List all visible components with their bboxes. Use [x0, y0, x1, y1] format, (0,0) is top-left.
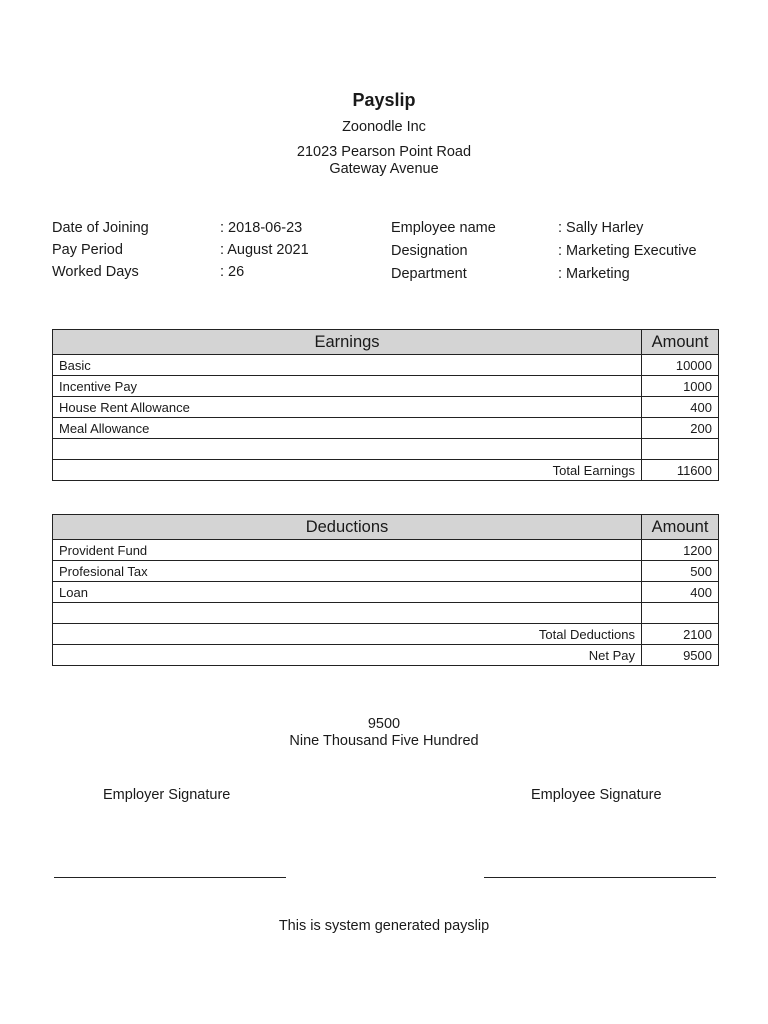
deduction-amount: 500	[642, 561, 719, 582]
deductions-table	[52, 514, 719, 666]
date-of-joining-label: Date of Joining	[52, 220, 149, 236]
net-pay-amount: 9500	[367, 716, 401, 732]
pay-period-label: Pay Period	[52, 242, 123, 258]
payslip-title: Payslip	[352, 90, 416, 110]
deduction-name: Profesional Tax	[53, 561, 642, 582]
total-deductions-row	[53, 624, 719, 645]
deduction-amount: 1200	[642, 540, 719, 561]
company-address-line2: Gateway Avenue	[329, 161, 439, 177]
deductions-header: Deductions	[53, 515, 642, 540]
pay-period-value: : August 2021	[220, 242, 309, 258]
earning-amount: 400	[642, 397, 719, 418]
table-row	[53, 397, 719, 418]
total-earnings-value: 11600	[642, 460, 719, 481]
net-pay-value: 9500	[642, 645, 719, 666]
employer-signature-label: Employer Signature	[103, 787, 231, 803]
earning-name: Basic	[53, 355, 642, 376]
employee-signature-line	[484, 877, 716, 878]
deduction-name: Provident Fund	[53, 540, 642, 561]
total-deductions-value: 2100	[642, 624, 719, 645]
net-pay-words: Nine Thousand Five Hundred	[289, 733, 479, 749]
earning-name: Meal Allowance	[53, 418, 642, 439]
earning-amount: 200	[642, 418, 719, 439]
earning-amount: 1000	[642, 376, 719, 397]
total-deductions-label: Total Deductions	[53, 624, 642, 645]
table-row	[53, 561, 719, 582]
empty-row	[53, 439, 719, 460]
earnings-table	[52, 329, 719, 481]
earnings-header: Earnings	[53, 330, 642, 355]
earnings-header-row	[53, 330, 719, 355]
table-row	[53, 418, 719, 439]
total-earnings-row	[53, 460, 719, 481]
employer-signature-line	[54, 877, 286, 878]
net-pay-row	[53, 645, 719, 666]
designation-value: : Marketing Executive	[558, 243, 697, 259]
total-earnings-label: Total Earnings	[53, 460, 642, 481]
deduction-name: Loan	[53, 582, 642, 603]
employee-signature-label: Employee Signature	[531, 787, 662, 803]
department-value: : Marketing	[558, 266, 630, 282]
worked-days-label: Worked Days	[52, 264, 139, 280]
table-row	[53, 376, 719, 397]
net-pay-label: Net Pay	[53, 645, 642, 666]
company-address-line1: 21023 Pearson Point Road	[296, 144, 472, 160]
earning-name: House Rent Allowance	[53, 397, 642, 418]
deductions-header-row	[53, 515, 719, 540]
department-label: Department	[391, 266, 467, 282]
employee-name-value: : Sally Harley	[558, 220, 644, 236]
date-of-joining-value: : 2018-06-23	[220, 220, 303, 236]
designation-label: Designation	[391, 243, 468, 259]
deduction-amount: 400	[642, 582, 719, 603]
company-name: Zoonodle Inc	[342, 119, 426, 135]
table-row	[53, 540, 719, 561]
earning-name: Incentive Pay	[53, 376, 642, 397]
table-row	[53, 355, 719, 376]
earnings-amount-header: Amount	[642, 330, 719, 355]
employee-name-label: Employee name	[391, 220, 496, 236]
empty-row	[53, 603, 719, 624]
table-row	[53, 582, 719, 603]
footer-note: This is system generated payslip	[278, 918, 490, 934]
earning-amount: 10000	[642, 355, 719, 376]
deductions-amount-header: Amount	[642, 515, 719, 540]
worked-days-value: : 26	[220, 264, 245, 280]
